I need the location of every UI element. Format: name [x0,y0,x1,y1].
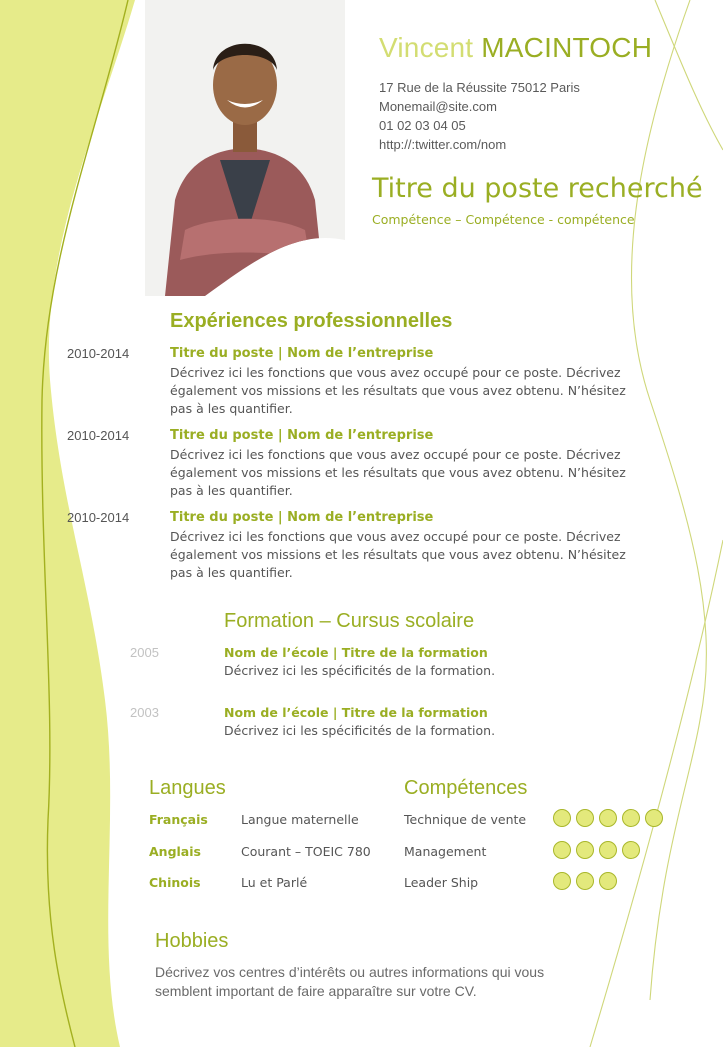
experience-title: Titre du poste | Nom de l’entreprise [170,428,434,443]
rating-dot [599,841,617,859]
education-title: Nom de l’école | Titre de la formation [224,705,488,720]
right-wave-line-3 [590,540,723,1047]
profile-photo [145,0,345,296]
language-skill-row [0,844,723,864]
rating-dot [576,841,594,859]
experience-description: Décrivez ici les fonctions que vous avez occupé pour ce poste. Décrivez également vos missions et les résultats que vous avez obtenu. N’hésitez pas à les quantifier. [170,529,626,580]
education-year: 2003 [130,705,159,720]
language-skill-row [0,875,723,895]
email: Monemail@site.com [379,99,497,114]
address: 17 Rue de la Réussite 75012 Paris [379,80,580,95]
rating-dot [553,841,571,859]
skill-name: Technique de vente [404,812,527,827]
language-level: Langue maternelle [241,812,359,827]
skill-name: Leader Ship [404,875,479,890]
first-name: Vincent [379,32,474,63]
language-skill-row [0,812,723,832]
rating-dot [622,841,640,859]
experience-description: Décrivez ici les fonctions que vous avez occupé pour ce poste. Décrivez également vos missions et les résultats que vous avez obtenu. N’hésitez pas à les quantifier. [170,365,626,416]
experience-heading: Expériences professionnelles [170,310,453,332]
education-year: 2005 [130,645,159,660]
education-description: Décrivez ici les spécificités de la formation. [224,723,496,738]
phone: 01 02 03 04 05 [379,118,466,133]
experience-title: Titre du poste | Nom de l’entreprise [170,346,434,361]
language-name: Anglais [149,844,201,859]
language-name: Chinois [149,875,201,890]
candidate-name [379,32,652,64]
hobbies-text: Décrivez vos centres d’intérêts ou autres informations qui vous semblent important de faire apparaître sur votre CV. [155,964,545,999]
experience-description: Décrivez ici les fonctions que vous avez occupé pour ce poste. Décrivez également vos missions et les résultats que vous avez obtenu. N’hésitez pas à les quantifier. [170,447,626,498]
job-title: Titre du poste recherché [372,173,703,204]
skills-summary: Compétence – Compétence - compétence [372,212,635,227]
experience-title: Titre du poste | Nom de l’entreprise [170,510,434,525]
rating-dot [553,809,571,827]
experience-years: 2010-2014 [67,346,130,361]
rating-dot [576,809,594,827]
rating-dot [622,809,640,827]
education-description: Décrivez ici les spécificités de la formation. [224,663,496,678]
twitter-url: http://:twitter.com/nom [379,137,507,152]
languages-heading: Langues [149,777,226,799]
language-name: Français [149,812,208,827]
skills-heading: Compétences [404,777,528,799]
contact-block [379,78,580,154]
skill-rating [553,841,640,859]
language-level: Courant – TOEIC 780 [241,844,371,859]
experience-years: 2010-2014 [67,428,130,443]
rating-dot [599,872,617,890]
rating-dot [599,809,617,827]
skill-rating [553,809,663,827]
language-level: Lu et Parlé [241,875,308,890]
rating-dot [645,809,663,827]
last-name: MACINTOCH [481,32,653,63]
skill-rating [553,872,617,890]
education-heading: Formation – Cursus scolaire [224,610,475,632]
rating-dot [576,872,594,890]
experience-years: 2010-2014 [67,510,130,525]
skill-name: Management [404,844,487,859]
rating-dot [553,872,571,890]
education-title: Nom de l’école | Titre de la formation [224,645,488,660]
hobbies-heading: Hobbies [155,930,229,952]
